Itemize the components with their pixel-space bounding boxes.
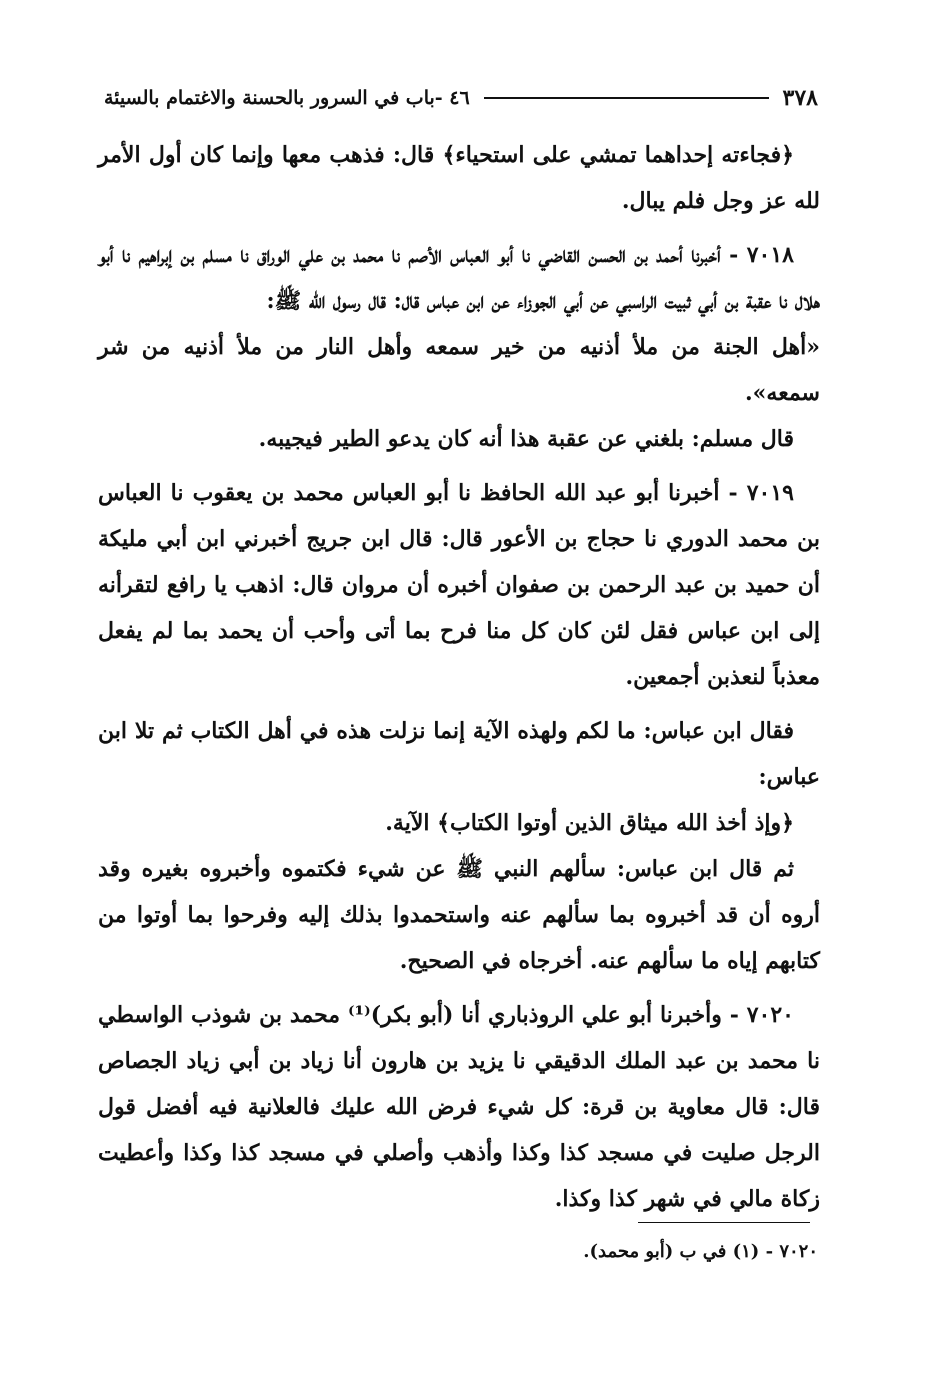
chapter-title: ٤٦ -باب في السرور بالحسنة والاغتمام بالسيئة (104, 87, 470, 109)
footnote-rule (638, 1222, 810, 1223)
paragraph-verse-quote: ﴿وإذ أخذ الله ميثاق الذين أوتوا الكتاب﴾ الآية. (385, 810, 794, 836)
footnote: ٧٠٢٠ - (١) في ب (أبو محمد). (583, 1241, 818, 1262)
paragraph-quran-verse: ﴿فجاءته إحداهما تمشي على استحياء﴾ قال: فذهب معها وإنما كان أول الأمر لله عز وجل فلم يبال. (98, 142, 820, 214)
paragraph-hadith-7019: ٧٠١٩ - أخبرنا أبو عبد الله الحافظ نا أبو العباس محمد بن يعقوب نا العباس بن محمد الدوري نا حجاج بن الأعور قال: قال ابن جريج أخبرني ابن أبي مليكة أن حميد بن عبد الرحمن بن صفوان أخبره أن مروان قال: اذهب يا رافع لتقرأنه إلى ابن عباس فقل لئن كان كل منا فرح بما أتى وأحب أن يحمد بما لم يفعل معذباً لنعذبن أجمعين. (98, 480, 820, 690)
paragraph-muslim-note: قال مسلم: بلغني عن عقبة هذا أنه كان يدعو الطير فيجيبه. (258, 426, 794, 452)
paragraph-hadith-7018: ٧٠١٨ - أخبرنا أحمد بن الحسن القاضي نا أبو العباس الأصم نا محمد بن علي الوراق نا مسلم بن إبراهيم نا أبو هلال نا عقبة بن أبي ثبيت الراسبي عن أبي الجوزاء عن ابن عباس قال: قال رسول الله ﷺ: (98, 242, 820, 314)
paragraph-hadith-text: «أهل الجنة من ملأ أذنيه من خير سمعه وأهل النار من ملأ أذنيه من شر سمعه». (98, 334, 820, 406)
paragraph-hadith-7020: ٧٠٢٠ - وأخبرنا أبو علي الروذباري أنا (أبو بكر)⁽¹⁾ محمد بن شوذب الواسطي نا محمد بن عبد الملك الدقيقي نا يزيد بن هارون أنا زياد بن أبي زياد الجصاص قال: قال معاوية بن قرة: كل شيء فرض الله عليك فالعلانية فيه أفضل قول الرجل صليت في مسجد كذا وكذا وأذهب وأصلي في مسجد كذا وكذا وأعطيت زكاة مالي في شهر كذا وكذا. (98, 1002, 820, 1212)
paragraph-ibn-abbas: فقال ابن عباس: ما لكم ولهذه الآية إنما نزلت هذه في أهل الكتاب ثم تلا ابن عباس: (98, 718, 820, 790)
running-header (104, 80, 818, 116)
header-rule (484, 97, 769, 99)
page-number: ٣٧٨ (782, 85, 818, 111)
paragraph-ibn-abbas-explanation: ثم قال ابن عباس: سألهم النبي ﷺ عن شيء فكتموه وأخبروه بغيره وقد أروه أن قد أخبروه بما سألهم عنه واستحمدوا بذلك إليه وفرحوا بما أوتوا من كتابهم إياه ما سألهم عنه. أخرجاه في الصحيح. (98, 856, 820, 974)
body-text (98, 132, 820, 1222)
